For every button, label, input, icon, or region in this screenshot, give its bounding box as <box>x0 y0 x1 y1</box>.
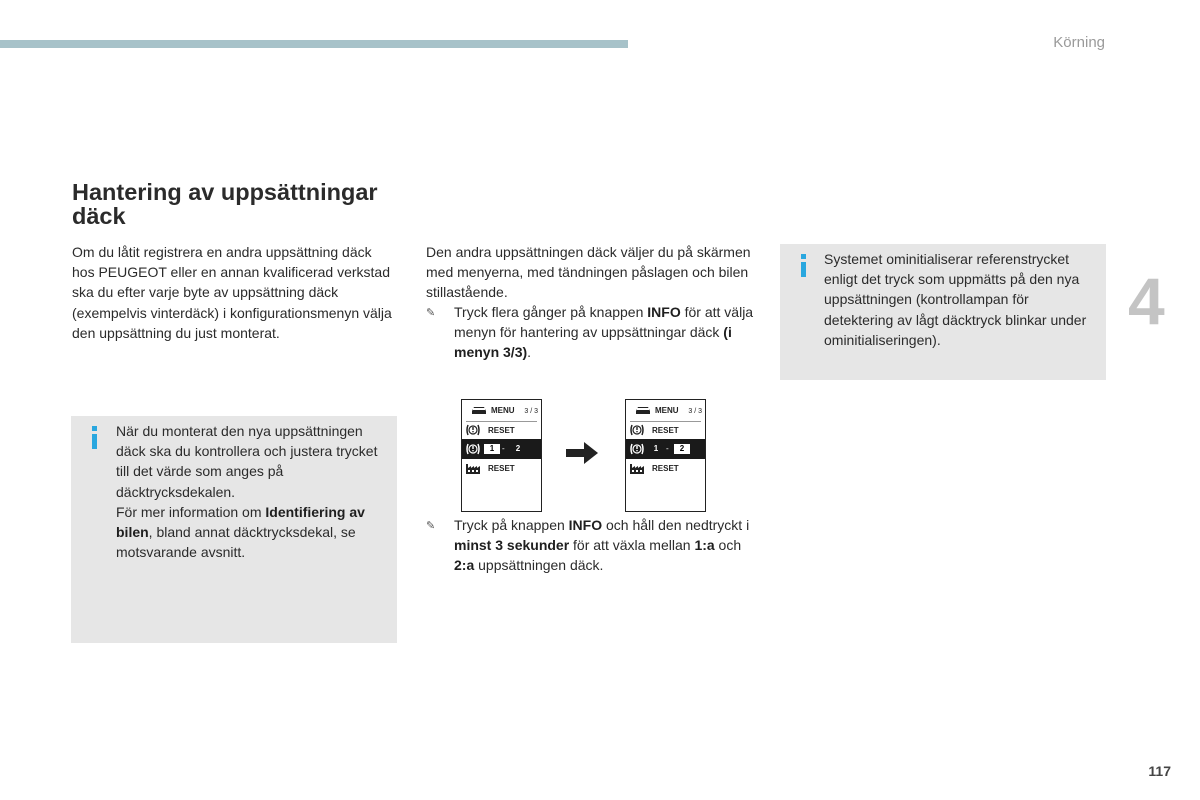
factory-icon <box>629 461 645 478</box>
bullet2-bold-info: INFO <box>568 517 603 533</box>
bullet2-bold-first: 1:a <box>694 537 715 554</box>
option-separator: - <box>666 444 669 453</box>
tyre-set-option-1: 1 <box>484 444 500 454</box>
bullet2-bold-second: 2:a <box>454 557 475 574</box>
bullet2-mid2: för att växla mellan <box>569 537 695 554</box>
tyre-set-option-2: 2 <box>674 444 690 454</box>
page-number: 117 <box>1148 763 1171 779</box>
menu-page-indicator: 3 / 3 <box>524 408 538 415</box>
info-text-1: När du monterat den nya uppsättningen däck ska du kontrollera och justera trycket till det värde som anges på däcktrycksdekalen. <box>116 423 378 500</box>
header-accent-bar <box>0 40 628 48</box>
chapter-number: 4 <box>1128 264 1165 338</box>
tyre-set-selector <box>462 439 541 459</box>
menu-label: MENU <box>491 406 515 415</box>
arrow-right-icon <box>566 442 598 464</box>
info-text-2-post: , bland annat däcktrycksdekal, se motsvarande avsnitt. <box>116 524 356 561</box>
bullet1-pre: Tryck flera gånger på knappen <box>454 304 648 320</box>
bullet2-post: uppsättningen däck. <box>474 557 604 574</box>
col2-intro: Den andra uppsättningen däck väljer du på skärmen med menyerna, med tändningen påslagen och bilen stillastående. <box>426 244 751 301</box>
bullet1-post: . <box>527 344 532 361</box>
tyre-set-option-1: 1 <box>653 444 659 453</box>
info-icon <box>796 254 816 284</box>
tyre-set-icon <box>629 442 645 459</box>
tyre-set-option-2: 2 <box>515 444 521 453</box>
info-box-right-text: Systemet ominitialiserar referenstrycket enligt det tryck som uppmätts på den nya uppsättningen (kontrollampan för detektering av lågt däcktryck blinkar under ominitialiseringen). <box>824 251 1087 348</box>
tyre-pressure-icon <box>465 423 481 440</box>
bullet2-mid3: och <box>714 537 742 554</box>
col1-intro: Om du låtit registrera en andra uppsättning däck hos PEUGEOT eller en annan kvalificerad verkstad ska du efter varje byte av uppsättning däck (exempelvis vinterdäck) i konfigurationsmenyn välja den uppsättning du just monterat. <box>72 244 392 341</box>
pencil-icon: ✎ <box>426 520 436 532</box>
menu-page-indicator: 3 / 3 <box>688 408 702 415</box>
info-text-2-pre: För mer information om <box>116 503 266 520</box>
reset-label-1: RESET <box>488 426 515 435</box>
page-title: Hantering av uppsättningar däck <box>72 179 378 229</box>
bullet2-bold-duration: minst 3 sekunder <box>454 537 570 554</box>
display-screen-before <box>461 399 542 512</box>
factory-icon <box>465 461 481 478</box>
info-box-left-text <box>116 421 391 562</box>
display-screen-after <box>625 399 706 512</box>
car-icon <box>634 404 652 419</box>
reset-label-2: RESET <box>488 464 515 473</box>
bullet1-bold-info: INFO <box>647 304 681 320</box>
bullet1-mid: för att välja menyn för hantering av uppsättningar däck <box>454 304 754 341</box>
menu-label: MENU <box>655 406 679 415</box>
pencil-icon: ✎ <box>426 307 436 319</box>
info-box-right <box>780 244 1106 380</box>
reset-label-2: RESET <box>652 464 679 473</box>
tyre-set-selector <box>626 439 705 459</box>
tyre-set-icon <box>465 442 481 459</box>
info-box-left <box>71 416 397 643</box>
reset-label-1: RESET <box>652 426 679 435</box>
bullet-item-2 <box>426 515 756 576</box>
bullet2-mid1: och håll den nedtryckt i <box>602 517 750 533</box>
info-icon <box>87 426 107 456</box>
option-separator: - <box>502 444 505 453</box>
section-name: Körning <box>1053 34 1105 51</box>
bullet-item-1 <box>426 302 756 363</box>
tyre-pressure-icon <box>629 423 645 440</box>
car-icon <box>470 404 488 419</box>
info-text-2-bold: Identifiering av bilen <box>116 503 365 541</box>
bullet2-pre: Tryck på knappen <box>454 517 569 533</box>
bullet1-bold-menu: (i menyn 3/3) <box>454 324 732 361</box>
